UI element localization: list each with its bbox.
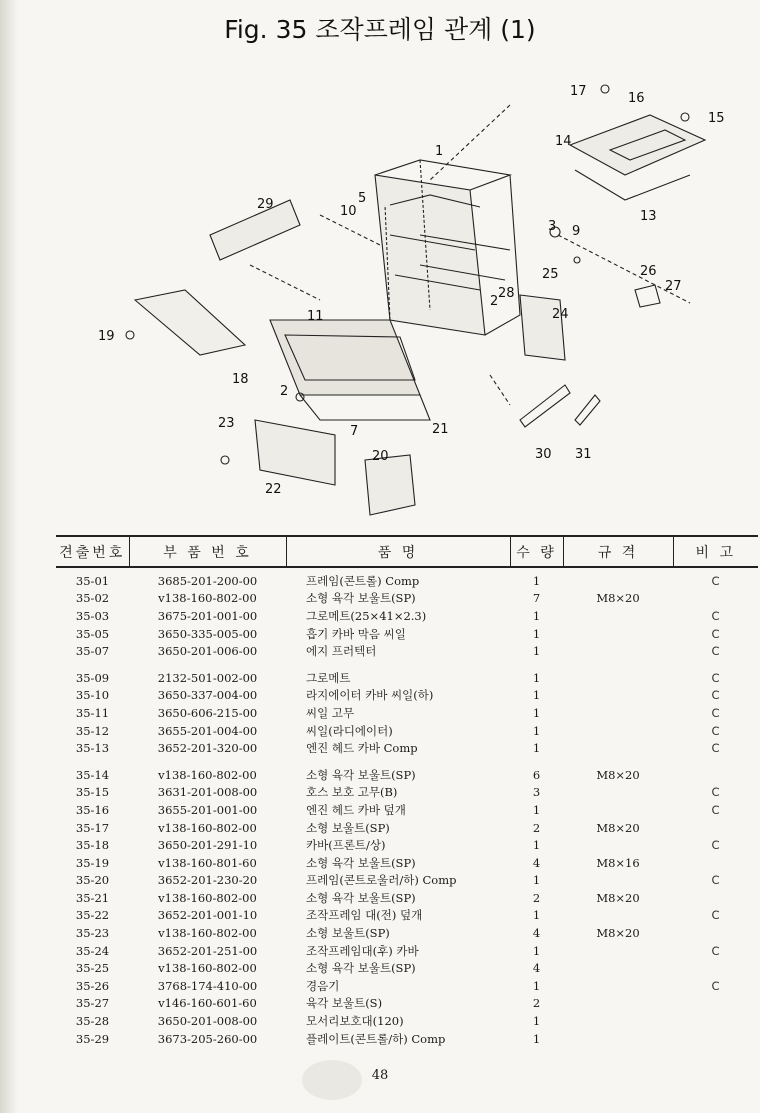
row-spec: M8×20 — [596, 890, 640, 905]
row-part-name: 엔진 헤드 카바 Comp — [306, 741, 418, 756]
row-quantity: 1 — [532, 608, 541, 623]
row-part-number: v138-160-802-00 — [158, 820, 257, 835]
row-part-number: 3655-201-004-00 — [157, 723, 258, 738]
row-ref-no: 35-29 — [75, 1031, 110, 1046]
row-part-name: 조작프레임 대(전) 덮개 — [306, 908, 423, 923]
svg-text:18: 18 — [232, 372, 249, 387]
table-row — [56, 722, 758, 740]
table-row — [56, 854, 758, 872]
row-part-number: v138-160-802-00 — [158, 926, 257, 941]
row-spec — [563, 669, 673, 687]
table-row — [56, 907, 758, 925]
row-spec — [563, 959, 673, 977]
svg-text:24: 24 — [552, 307, 569, 322]
row-spacer-cell — [56, 660, 758, 669]
row-remark — [673, 854, 758, 872]
row-part-name: 호스 보호 고무(B) — [306, 785, 398, 800]
svg-text:26: 26 — [640, 264, 657, 279]
row-quantity: 6 — [532, 767, 541, 782]
row-part-number: 3652-201-251-00 — [157, 943, 258, 958]
row-ref-no: 35-19 — [75, 855, 110, 870]
row-remark: C — [711, 626, 720, 641]
row-spec — [563, 625, 673, 643]
svg-text:9: 9 — [572, 224, 581, 239]
table-row — [56, 942, 758, 960]
svg-text:19: 19 — [98, 329, 115, 344]
row-part-name: 라지에이터 카바 씨일(하) — [306, 688, 434, 703]
row-ref-no: 35-02 — [75, 591, 110, 606]
row-spec — [563, 942, 673, 960]
row-spec — [563, 977, 673, 995]
table-row — [56, 784, 758, 802]
table-row — [56, 642, 758, 660]
row-remark — [673, 959, 758, 977]
row-part-number: v138-160-802-00 — [158, 890, 257, 905]
table-row — [56, 819, 758, 837]
row-part-name: 모서리보호대(120) — [306, 1014, 404, 1029]
row-quantity: 1 — [532, 943, 541, 958]
row-remark: C — [711, 608, 720, 623]
svg-text:13: 13 — [640, 209, 657, 224]
row-quantity: 1 — [532, 705, 541, 720]
row-part-name: 경음기 — [306, 978, 340, 993]
table-row — [56, 872, 758, 890]
svg-text:16: 16 — [628, 91, 645, 106]
row-quantity: 4 — [532, 961, 541, 976]
row-quantity: 1 — [532, 688, 541, 703]
row-part-name: 그로메트(25×41×2.3) — [306, 608, 427, 623]
row-spec — [563, 995, 673, 1013]
row-ref-no: 35-25 — [75, 961, 110, 976]
row-ref-no: 35-07 — [75, 644, 110, 659]
row-part-name: 소형 육각 보울트(SP) — [306, 591, 416, 606]
table-row — [56, 739, 758, 757]
svg-text:5: 5 — [358, 191, 367, 206]
row-ref-no: 35-15 — [75, 785, 110, 800]
row-quantity: 2 — [532, 996, 541, 1011]
row-quantity: 1 — [532, 670, 541, 685]
svg-text:2: 2 — [280, 384, 289, 399]
table-row — [56, 625, 758, 643]
row-spec — [563, 1030, 673, 1048]
row-spec — [563, 704, 673, 722]
row-part-name: 소형 육각 보울트(SP) — [306, 961, 416, 976]
row-quantity: 4 — [532, 926, 541, 941]
table-row — [56, 687, 758, 705]
row-spec: M8×16 — [596, 855, 640, 870]
row-part-number: 3768-174-410-00 — [157, 978, 258, 993]
row-ref-no: 35-09 — [75, 670, 110, 685]
row-ref-no: 35-21 — [75, 890, 110, 905]
row-part-name: 소형 육각 보울트(SP) — [306, 890, 416, 905]
row-part-name: 플레이트(콘트롤/하) Comp — [306, 1031, 446, 1046]
row-part-number: 3652-201-230-20 — [157, 873, 258, 888]
row-part-number: 3650-201-291-10 — [157, 838, 258, 853]
row-spec — [563, 687, 673, 705]
row-part-number: 3675-201-001-00 — [157, 608, 258, 623]
table-row — [56, 959, 758, 977]
row-part-number: 3650-335-005-00 — [157, 626, 258, 641]
row-spacer — [56, 660, 758, 669]
row-part-number: v138-160-801-60 — [158, 855, 257, 870]
row-ref-no: 35-20 — [75, 873, 110, 888]
table-row — [56, 1030, 758, 1048]
row-quantity: 3 — [532, 785, 541, 800]
row-part-name: 프레임(콘트로울러/하) Comp — [306, 873, 457, 888]
row-ref-no: 35-13 — [75, 741, 110, 756]
row-part-number: v138-160-802-00 — [158, 961, 257, 976]
row-quantity: 4 — [532, 855, 541, 870]
row-part-name: 소형 보울트(SP) — [306, 820, 390, 835]
row-spacer-cell — [56, 757, 758, 766]
page-edge-shadow — [0, 0, 18, 1113]
header-spec: 규 격 — [563, 536, 673, 567]
row-spec — [563, 607, 673, 625]
row-part-name: 소형 육각 보울트(SP) — [306, 855, 416, 870]
parts-list-table — [56, 535, 758, 1047]
page-title: Fig. 35 조작프레임 관계 (1) — [224, 15, 536, 44]
row-spec: M8×20 — [596, 591, 640, 606]
row-part-name: 흡기 카바 막음 씨일 — [306, 626, 406, 641]
row-part-number: 3655-201-001-00 — [157, 802, 258, 817]
svg-text:15: 15 — [708, 111, 725, 126]
table-row — [56, 995, 758, 1013]
row-remark — [673, 766, 758, 784]
row-remark — [673, 995, 758, 1013]
row-remark: C — [711, 978, 720, 993]
header-quantity: 수 량 — [510, 536, 563, 567]
svg-text:28: 28 — [498, 286, 515, 301]
row-spec — [563, 722, 673, 740]
svg-text:30: 30 — [535, 447, 552, 462]
svg-text:1: 1 — [435, 144, 444, 159]
row-quantity: 1 — [532, 1014, 541, 1029]
svg-text:31: 31 — [575, 447, 592, 462]
row-remark: C — [711, 670, 720, 685]
table-row — [56, 766, 758, 784]
row-part-number: v146-160-601-60 — [158, 996, 257, 1011]
table-row — [56, 669, 758, 687]
page-number: 48 — [371, 1068, 389, 1083]
row-remark: C — [711, 802, 720, 817]
table-row — [56, 1012, 758, 1030]
row-spec: M8×20 — [596, 767, 640, 782]
row-part-number: 3650-201-008-00 — [157, 1014, 258, 1029]
row-spec — [563, 642, 673, 660]
svg-text:7: 7 — [350, 424, 359, 439]
table-row — [56, 607, 758, 625]
row-remark: C — [711, 785, 720, 800]
row-ref-no: 35-18 — [75, 838, 110, 853]
table-row — [56, 889, 758, 907]
row-spec — [563, 872, 673, 890]
row-remark: C — [711, 573, 720, 588]
row-spec — [563, 801, 673, 819]
table-row — [56, 801, 758, 819]
row-ref-no: 35-10 — [75, 688, 110, 703]
row-remark: C — [711, 838, 720, 853]
row-ref-no: 35-12 — [75, 723, 110, 738]
row-part-number: 3673-205-260-00 — [157, 1031, 258, 1046]
svg-text:20: 20 — [372, 449, 389, 464]
row-quantity: 1 — [532, 741, 541, 756]
row-part-number: 3650-606-215-00 — [157, 705, 258, 720]
row-ref-no: 35-03 — [75, 608, 110, 623]
row-part-number: 3650-337-004-00 — [157, 688, 258, 703]
row-ref-no: 35-01 — [75, 573, 110, 588]
svg-text:21: 21 — [432, 422, 449, 437]
row-quantity: 1 — [532, 873, 541, 888]
row-ref-no: 35-22 — [75, 908, 110, 923]
table-row — [56, 836, 758, 854]
row-remark: C — [711, 688, 720, 703]
row-part-name: 그로메트 — [306, 670, 351, 685]
svg-text:25: 25 — [542, 267, 559, 282]
row-remark — [673, 590, 758, 608]
row-part-name: 소형 보울트(SP) — [306, 926, 390, 941]
row-remark: C — [711, 943, 720, 958]
table-header-row — [56, 536, 758, 567]
row-part-name: 씨일(라디에이터) — [306, 723, 393, 738]
row-part-name: 씨일 고무 — [306, 705, 355, 720]
header-ref-no: 견출번호 — [56, 536, 129, 567]
row-part-number: 2132-501-002-00 — [157, 670, 258, 685]
row-quantity: 1 — [532, 573, 541, 588]
row-part-name: 소형 육각 보울트(SP) — [306, 767, 416, 782]
row-ref-no: 35-16 — [75, 802, 110, 817]
exploded-parts-diagram — [90, 75, 740, 535]
row-quantity: 1 — [532, 644, 541, 659]
row-part-number: v138-160-802-00 — [158, 591, 257, 606]
row-quantity: 1 — [532, 802, 541, 817]
diagram-drawing — [90, 75, 740, 535]
row-quantity: 1 — [532, 838, 541, 853]
row-quantity: 2 — [532, 820, 541, 835]
row-quantity: 1 — [532, 626, 541, 641]
row-part-name: 프레임(콘트롤) Comp — [306, 573, 420, 588]
row-remark — [673, 1030, 758, 1048]
header-part-number: 부 품 번 호 — [129, 536, 286, 567]
row-part-name: 카바(프론트/상) — [306, 838, 386, 853]
row-remark: C — [711, 644, 720, 659]
row-spec: M8×20 — [596, 926, 640, 941]
row-ref-no: 35-24 — [75, 943, 110, 958]
row-part-number: 3685-201-200-00 — [157, 573, 258, 588]
svg-text:17: 17 — [570, 84, 587, 99]
row-part-number: 3652-201-001-10 — [157, 908, 258, 923]
svg-text:22: 22 — [265, 482, 282, 497]
row-spec — [563, 1012, 673, 1030]
row-remark — [673, 889, 758, 907]
row-remark: C — [711, 908, 720, 923]
row-spacer — [56, 757, 758, 766]
svg-text:2: 2 — [490, 294, 499, 309]
row-remark: C — [711, 705, 720, 720]
row-remark — [673, 924, 758, 942]
row-part-name: 에지 프러텍터 — [306, 644, 377, 659]
row-quantity: 7 — [532, 591, 541, 606]
table-row — [56, 704, 758, 722]
row-quantity: 1 — [532, 723, 541, 738]
row-ref-no: 35-11 — [75, 705, 110, 720]
row-part-name: 육각 보울트(S) — [306, 996, 383, 1011]
row-spec — [563, 567, 673, 590]
table-row — [56, 977, 758, 995]
row-remark: C — [711, 741, 720, 756]
row-part-name: 엔진 헤드 카바 덮개 — [306, 802, 406, 817]
row-remark — [673, 819, 758, 837]
table-row — [56, 924, 758, 942]
row-part-name: 조작프레임대(후) 카바 — [306, 943, 419, 958]
row-remark: C — [711, 873, 720, 888]
row-part-number: 3650-201-006-00 — [157, 644, 258, 659]
row-quantity: 1 — [532, 908, 541, 923]
header-remark: 비 고 — [673, 536, 758, 567]
row-spec — [563, 784, 673, 802]
svg-text:29: 29 — [257, 197, 274, 212]
row-ref-no: 35-14 — [75, 767, 110, 782]
svg-text:10: 10 — [340, 204, 357, 219]
table-row — [56, 567, 758, 590]
table-row — [56, 590, 758, 608]
row-quantity: 1 — [532, 1031, 541, 1046]
row-part-number: 3652-201-320-00 — [157, 741, 258, 756]
svg-text:14: 14 — [555, 134, 572, 149]
row-part-number: v138-160-802-00 — [158, 767, 257, 782]
row-quantity: 1 — [532, 978, 541, 993]
svg-text:27: 27 — [665, 279, 682, 294]
row-spec — [563, 836, 673, 854]
svg-text:23: 23 — [218, 416, 235, 431]
row-remark: C — [711, 723, 720, 738]
row-remark — [673, 1012, 758, 1030]
row-ref-no: 35-05 — [75, 626, 110, 641]
table-body — [56, 567, 758, 1047]
row-ref-no: 35-27 — [75, 996, 110, 1011]
row-spec: M8×20 — [596, 820, 640, 835]
row-ref-no: 35-23 — [75, 926, 110, 941]
header-part-name: 품 명 — [286, 536, 510, 567]
row-part-number: 3631-201-008-00 — [157, 785, 258, 800]
row-spec — [563, 739, 673, 757]
row-ref-no: 35-26 — [75, 978, 110, 993]
row-ref-no: 35-17 — [75, 820, 110, 835]
row-quantity: 2 — [532, 890, 541, 905]
row-spec — [563, 907, 673, 925]
row-ref-no: 35-28 — [75, 1014, 110, 1029]
svg-text:3: 3 — [548, 219, 557, 234]
svg-text:11: 11 — [307, 309, 324, 324]
